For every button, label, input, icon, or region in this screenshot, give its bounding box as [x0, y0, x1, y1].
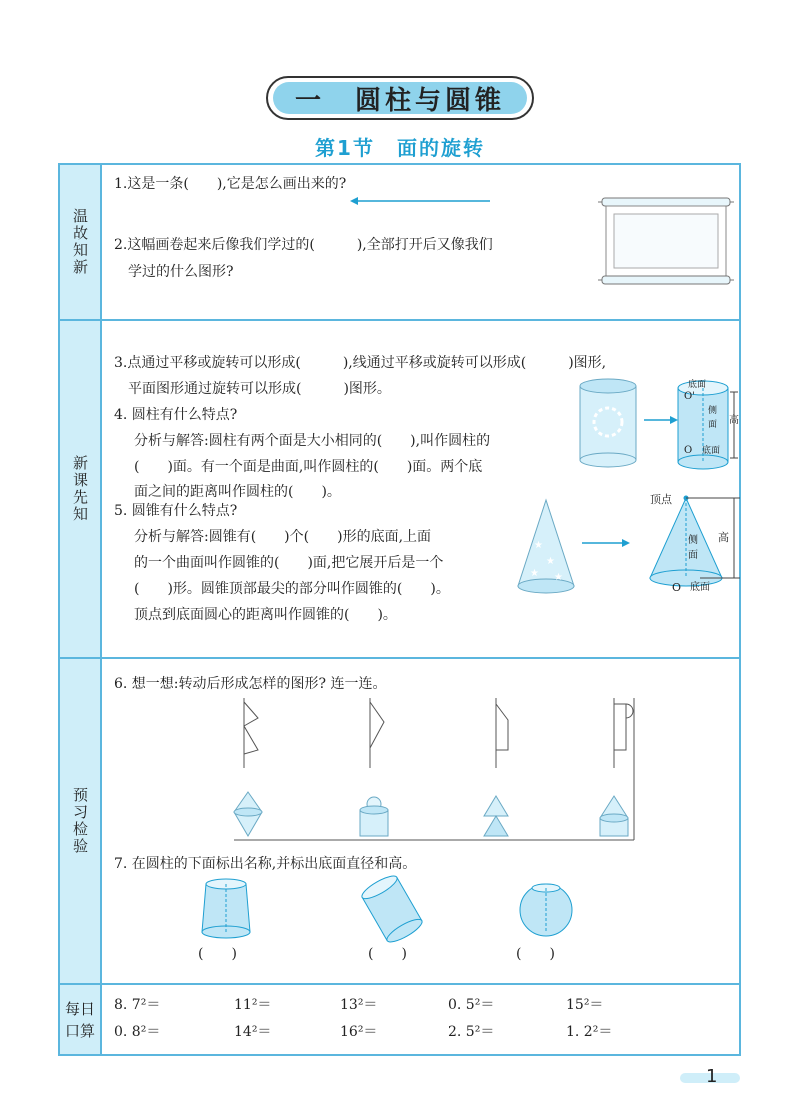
- cyl-o1-label: O': [684, 391, 695, 402]
- svg-text:★: ★: [554, 572, 563, 583]
- cylinder-lantern-figure: [578, 378, 640, 470]
- cone-hat-figure: [514, 498, 578, 598]
- divider: [60, 657, 739, 659]
- q5-line2: 的一个曲面叫作圆锥的( )面,把它展开后是一个: [134, 555, 444, 571]
- ray-figure: [350, 196, 495, 206]
- section-title: 第1节 面的旋转: [315, 136, 485, 160]
- q4-title: 4. 圆柱有什么特点?: [114, 407, 238, 423]
- calc-item: 13²＝: [340, 997, 378, 1013]
- cyl-o2-label: O: [684, 445, 693, 456]
- arrow-icon: [582, 538, 630, 548]
- chapter-banner: [266, 76, 534, 120]
- calc-item: 1. 2²＝: [566, 1024, 613, 1040]
- calc-item: 0. 5²＝: [448, 997, 495, 1013]
- rotation-matching-figure: [230, 694, 650, 846]
- side-new: [60, 321, 102, 657]
- q7-blank-3: ( ): [516, 946, 555, 962]
- chapter-title: 一 圆柱与圆锥: [294, 85, 505, 116]
- q6-text: 6. 想一想:转动后形成怎样的图形? 连一连。: [114, 676, 387, 692]
- calc-item: 0. 8²＝: [114, 1024, 161, 1040]
- side-daily-label: 每日口算: [64, 999, 95, 1040]
- side-review-label: 温故知新: [71, 208, 89, 276]
- cyl-side1-label: 侧: [708, 406, 718, 416]
- calc-item: 14²＝: [234, 1024, 272, 1040]
- q5-title: 5. 圆锥有什么特点?: [114, 503, 238, 519]
- q2-line1: 2.这幅画卷起来后像我们学过的( ),全部打开后又像我们: [114, 237, 493, 253]
- q7-blank-2: ( ): [368, 946, 407, 962]
- cone-apex-label: 顶点: [650, 493, 672, 506]
- q1-text: 1.这是一条( ),它是怎么画出来的?: [114, 176, 347, 192]
- svg-text:★: ★: [534, 540, 543, 551]
- calc-item: 15²＝: [566, 997, 604, 1013]
- calc-item: 16²＝: [340, 1024, 378, 1040]
- side-review: [60, 165, 102, 319]
- arrow-icon: [644, 415, 678, 425]
- short-cylinder-figure: [518, 880, 574, 938]
- cyl-height-label: 高: [729, 415, 739, 426]
- tilted-cylinder-figure: [360, 874, 424, 944]
- calc-item: 8. 7²＝: [114, 997, 161, 1013]
- q3-line1: 3.点通过平移或旋转可以形成( ),线通过平移或旋转可以形成( )图形,: [114, 355, 607, 371]
- svg-text:★: ★: [530, 568, 539, 579]
- q5-line4: 顶点到底面圆心的距离叫作圆锥的( )。: [134, 607, 397, 623]
- side-daily: [60, 985, 102, 1054]
- q5-line3: ( )形。圆锥顶部最尖的部分叫作圆锥的( )。: [134, 581, 450, 597]
- side-preview-label: 预习检验: [71, 787, 89, 855]
- q5-line1: 分析与解答:圆锥有( )个( )形的底面,上面: [134, 529, 432, 545]
- page-number: 1: [706, 1066, 718, 1087]
- cyl-bottom-label: 底面: [702, 446, 721, 456]
- q7-blank-1: ( ): [198, 946, 237, 962]
- q2-line2: 学过的什么图形?: [128, 264, 234, 280]
- calc-item: 2. 5²＝: [448, 1024, 495, 1040]
- cylinder-figure: [198, 876, 254, 940]
- side-preview: [60, 659, 102, 983]
- side-new-label: 新课先知: [71, 455, 89, 523]
- cone-side2-label: 面: [688, 550, 698, 561]
- cone-o-label: O: [672, 581, 682, 594]
- cone-side1-label: 侧: [688, 535, 698, 546]
- q3-line2: 平面图形通过旋转可以形成( )图形。: [128, 381, 391, 397]
- divider: [60, 319, 739, 321]
- scroll-painting-figure: [596, 196, 736, 288]
- svg-text:★: ★: [546, 556, 555, 567]
- cone-bottom-label: 底面: [690, 582, 710, 593]
- q7-text: 7. 在圆柱的下面标出名称,并标出底面直径和高。: [114, 856, 417, 872]
- divider: [60, 983, 739, 985]
- q4-line2: ( )面。有一个面是曲面,叫作圆柱的( )面。两个底: [134, 459, 483, 475]
- cyl-top-label: 底面: [688, 380, 707, 390]
- cyl-side2-label: 面: [708, 420, 718, 430]
- q4-line3: 面之间的距离叫作圆柱的( )。: [134, 484, 341, 500]
- calc-item: 11²＝: [234, 997, 272, 1013]
- cone-height-label: 高: [718, 531, 729, 544]
- q4-line1: 分析与解答:圆柱有两个面是大小相同的( ),叫作圆柱的: [134, 433, 491, 449]
